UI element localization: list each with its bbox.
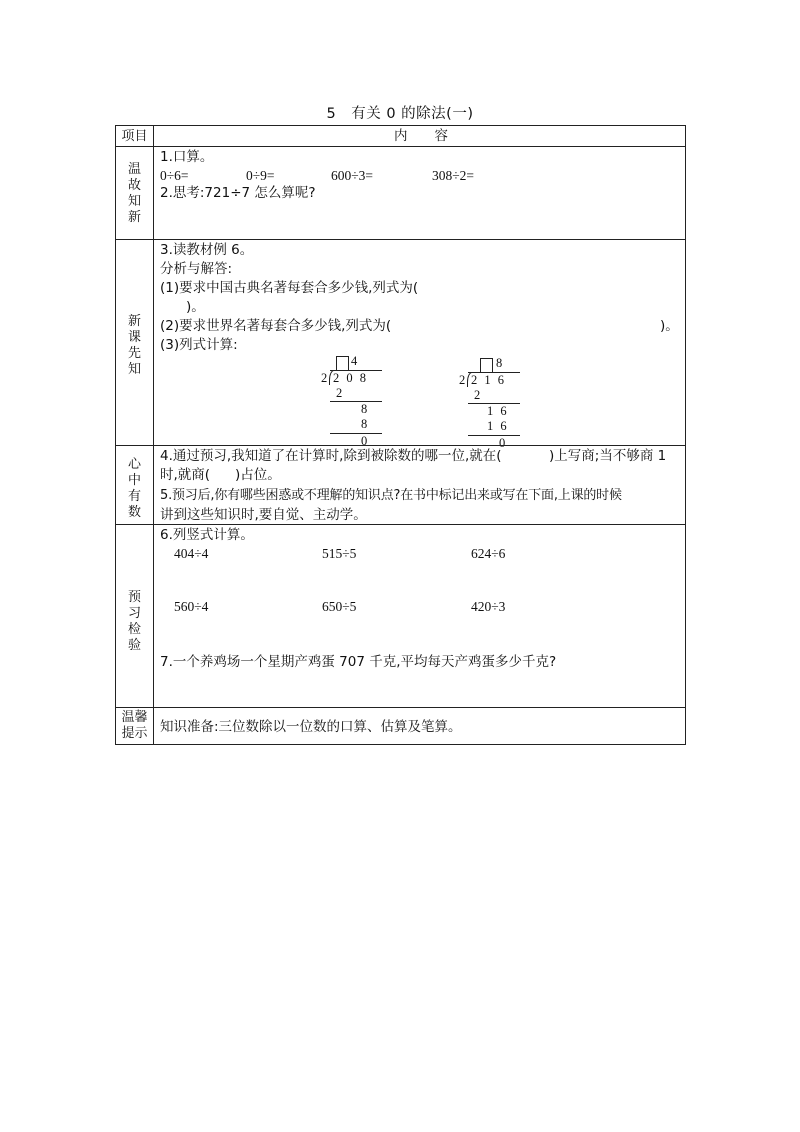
label-char: 有 (127, 489, 141, 504)
label-new (116, 314, 153, 378)
new-line5: (3)列式计算: (160, 337, 238, 353)
calc-step: 1 6 (487, 419, 509, 433)
label-char: 知 (127, 362, 141, 377)
vertical-calc-expr: 624÷6 (471, 546, 506, 561)
vertical-calc-expr: 404÷4 (174, 546, 209, 561)
oral-expr: 0÷6= (160, 168, 189, 183)
label-char: 新 (127, 314, 141, 329)
label-char: 检 (127, 622, 141, 637)
calc-step: 8 (361, 402, 370, 416)
label-char: 新 (127, 210, 141, 225)
label-char: 预 (127, 590, 141, 605)
calc-step: 1 6 (487, 404, 509, 418)
heart-line3: 5.预习后,你有哪些困惑或不理解的知识点?在书中标记出来或写在下面,上课的时候 (160, 488, 622, 503)
label-tip (116, 710, 153, 742)
vertical-calc-expr: 560÷4 (174, 599, 209, 614)
oral-expr: 600÷3= (331, 168, 374, 183)
calc-step: 8 (361, 417, 370, 431)
label-char: 知 (127, 194, 141, 209)
label-char: 故 (127, 178, 141, 193)
label-review (116, 162, 153, 226)
review-line2: 2.思考:721÷7 怎么算呢? (160, 185, 316, 201)
new-line3a: (1)要求中国古典名著每套合多少钱,列式为( (160, 280, 419, 296)
quotient-blank[interactable] (480, 358, 493, 373)
quotient-blank[interactable] (336, 356, 349, 371)
calc-divisor: 2 (321, 371, 330, 385)
calc-remainder: 0 (499, 436, 508, 450)
heart-line4: 讲到这些知识时,要自觉、主动学。 (160, 507, 367, 523)
header-content: 内 容 (394, 128, 448, 144)
calc-digit: 8 (496, 356, 505, 370)
calc-dividend: 2 0 8 (333, 371, 368, 385)
new-line4a: (2)要求世界名著每套合多少钱,列式为( (160, 318, 392, 334)
label-char: 心 (127, 457, 141, 472)
worksheet-table (115, 125, 686, 745)
row-divider (116, 239, 685, 240)
oral-expr: 308÷2= (432, 168, 475, 183)
calc-rule (330, 433, 382, 434)
calc-rule (468, 435, 520, 436)
calc-digit: 4 (351, 354, 360, 368)
label-check (116, 590, 153, 654)
vertical-calc-expr: 420÷3 (471, 599, 506, 614)
row-divider (116, 146, 685, 147)
review-line1: 1.口算。 (160, 149, 214, 165)
vertical-calc-expr: 650÷5 (322, 599, 357, 614)
calc-dividend: 2 1 6 (471, 373, 506, 387)
row-divider (116, 445, 685, 446)
calc-step: 2 (474, 388, 483, 402)
row-divider (116, 707, 685, 708)
calc-divisor: 2 (459, 373, 468, 387)
long-division-1 (321, 354, 391, 446)
heart-line1a: 4.通过预习,我知道了在计算时,除到被除数的哪一位,就在( (160, 448, 502, 464)
label-char: 先 (127, 346, 141, 361)
calc-remainder: 0 (361, 434, 370, 448)
heart-line2b: )占位。 (235, 467, 281, 483)
label-char: 习 (127, 606, 141, 621)
new-line4b: )。 (660, 318, 679, 334)
label-char: 数 (127, 505, 141, 520)
page-title: 5 有关 0 的除法(一) (326, 106, 474, 122)
label-char: 提示 (121, 726, 148, 741)
heart-line2a: 时,就商( (160, 467, 211, 483)
column-divider (153, 126, 154, 744)
heart-line1b: )上写商;当不够商 1 (549, 448, 667, 464)
header-item: 项目 (121, 129, 148, 144)
label-char: 课 (127, 330, 141, 345)
label-char: 温 (127, 162, 141, 177)
label-char: 验 (127, 638, 141, 653)
new-line1: 3.读教材例 6。 (160, 242, 254, 258)
oral-expr: 0÷9= (246, 168, 275, 183)
calc-rule (330, 401, 382, 402)
new-line3b: )。 (186, 299, 205, 315)
tip-text: 知识准备:三位数除以一位数的口算、估算及笔算。 (160, 719, 462, 735)
label-heart (116, 457, 153, 521)
label-char: 中 (127, 473, 141, 488)
new-line2: 分析与解答: (160, 261, 233, 277)
check-line1: 6.列竖式计算。 (160, 527, 254, 543)
row-divider (116, 524, 685, 525)
calc-step: 2 (336, 386, 345, 400)
label-char: 温馨 (121, 710, 148, 725)
long-division-2 (459, 356, 529, 448)
vertical-calc-expr: 515÷5 (322, 546, 357, 561)
check-line2: 7.一个养鸡场一个星期产鸡蛋 707 千克,平均每天产鸡蛋多少千克? (160, 654, 557, 670)
